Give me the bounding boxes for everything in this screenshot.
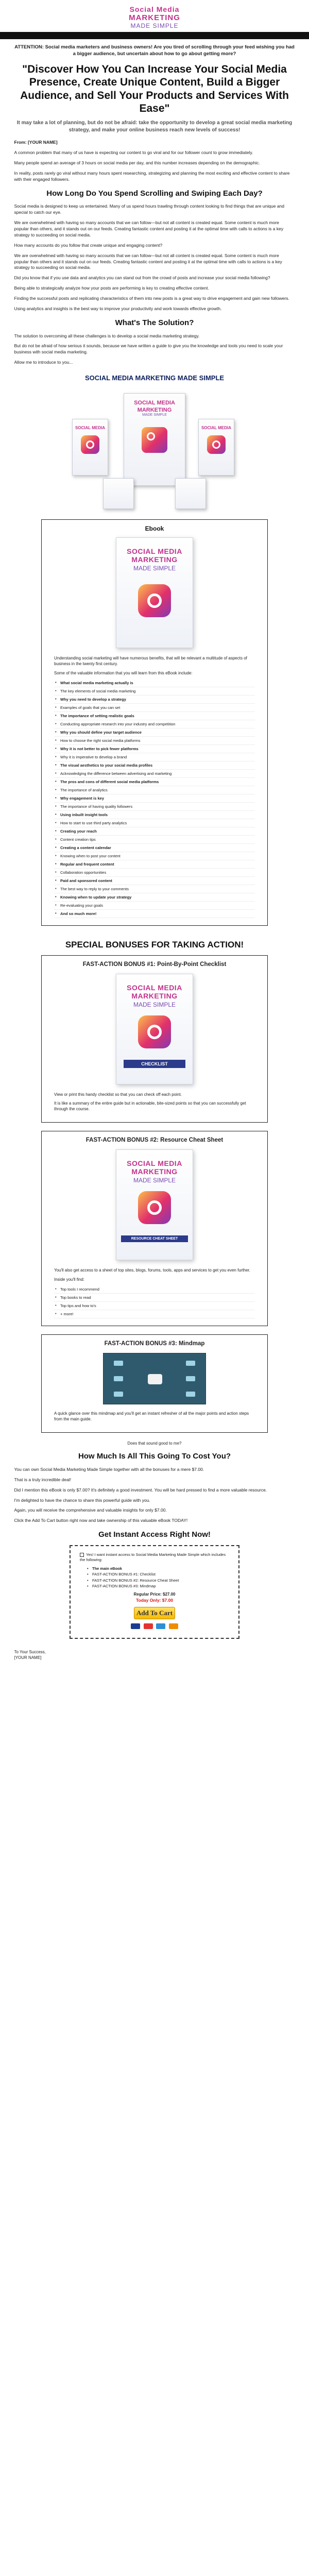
mockup-title: SOCIAL MEDIA — [201, 426, 232, 431]
order-item: • FAST-ACTION BONUS #3: Mindmap — [87, 1583, 229, 1589]
instagram-icon — [138, 1191, 171, 1224]
order-line-text: Yes! I want instant access to Social Media Marketing Made Simple which includes the following: — [80, 1552, 226, 1563]
feature-list-item: • How to choose the right social media platforms — [54, 737, 255, 745]
bonus2-paragraph: Inside you'll find: — [54, 1277, 84, 1282]
cover-line2: MARKETING — [131, 555, 178, 564]
feature-list-item: • And so much more! — [54, 910, 255, 918]
signoff-name: [YOUR NAME] — [14, 1655, 42, 1660]
mindmap-node — [114, 1361, 123, 1366]
main-headline: "Discover How You Can Increase Your Social Media Presence, Create Unique Content, Build a Bigger Audience, and Sell Your Products and Services With Ease" — [20, 63, 289, 115]
mockup-tablet — [103, 478, 134, 509]
mockup-phone — [175, 478, 206, 509]
ebook-paragraph: Some of the valuable information that you will learn from this eBook include: — [54, 670, 193, 675]
cost-paragraph: Click the Add To Cart button right now and take ownership of this valuable eBook TODAY! — [14, 1518, 188, 1523]
feature-list-item: • The pros and cons of different social media platforms — [54, 778, 255, 786]
amex-icon — [156, 1623, 165, 1629]
instagram-icon — [142, 427, 167, 453]
attention-text: ATTENTION: Social media marketers and business owners! Are you tired of scrolling through your feed wishing you had a bigger audience, but uncertain about how to go about getting more? — [14, 44, 295, 57]
ebook-box — [41, 519, 268, 926]
bonus1-cover — [116, 974, 193, 1084]
solution-paragraph: But do not be afraid of how serious it sounds, because we have written a guide to give you the knowledge and tools you need to scale your business with social media marketing. — [14, 343, 283, 355]
mockup-title: SOCIAL MEDIA — [75, 426, 106, 431]
bonus-box-1 — [41, 955, 268, 1123]
feature-list — [54, 679, 255, 918]
feature-list-item: • Why you should define your target audience — [54, 728, 255, 737]
feature-list-item: • The best way to reply to your comments — [54, 885, 255, 893]
today-price: Today Only: $7.00 — [135, 1598, 174, 1603]
bonus2-paragraph: You'll also get access to a sheet of top sites, blogs, forums, tools, apps and services to get you even further. — [54, 1268, 251, 1273]
feature-list-item: • The key elements of social media marketing — [54, 687, 255, 696]
cover-line1: SOCIAL MEDIA — [127, 983, 182, 992]
cost-title: How Much Is All This Going To Cost You? — [78, 1452, 231, 1461]
instagram-icon — [138, 584, 171, 617]
bonus2-list-item: • Top tips and how to's — [54, 1302, 255, 1310]
feature-list-item: • What social media marketing actually is — [54, 679, 255, 687]
mindmap-node — [186, 1361, 195, 1366]
intro-paragraph: A common problem that many of us have is expecting our content to go viral and for our follower count to grow immediately. — [14, 149, 253, 155]
main-content — [14, 44, 295, 1661]
bonus-box-3 — [41, 1334, 268, 1433]
feature-list-item: • Why it is imperative to develop a brand — [54, 753, 255, 761]
solution-paragraph: The solution to overcoming all these challenges is to develop a social media marketing strategy. — [14, 333, 200, 338]
feature-list-item: • The importance of having quality followers — [54, 803, 255, 811]
feature-list-item: • Why engagement is key — [54, 794, 255, 803]
feature-list-item: • Regular and frequent content — [54, 860, 255, 869]
time-paragraph: We are overwhelmed with having so many accounts that we can follow—but not all content is created equal. Some content is much more popular than others, and it stands out on our feeds. Creating fantastic content and posting it at the optimal time with calls to actions is a key strategy to succeeding on social media. — [14, 220, 284, 238]
cover-line1: SOCIAL MEDIA — [127, 547, 182, 556]
order-box — [70, 1545, 239, 1639]
discover-icon — [169, 1623, 178, 1629]
feature-list-item: • Re-evaluating your goals — [54, 902, 255, 910]
intro-paragraph: In reality, posts rarely go viral without many hours spent researching, strategizing and planning the most exciting and effective content to share with their engaged followers. — [14, 170, 290, 182]
bonus1-paragraph: It is like a summary of the entire guide but in actionable, bite-sized points so that you can successfully get through the course. — [54, 1101, 246, 1112]
cover-line2: MARKETING — [131, 991, 178, 1000]
feature-list-item: • The importance of setting realistic goals — [54, 712, 255, 720]
section-title-time: How Long Do You Spend Scrolling and Swiping Each Day? — [46, 189, 263, 198]
time-paragraph: Did you know that if you use data and analytics you can stand out from the crowd of posts and increase your social media following? — [14, 275, 270, 281]
mockup-box-left — [72, 419, 108, 476]
time-paragraph: Finding the successful posts and replicating characteristics of them into new posts is a great way to drive engagement and gain new followers. — [14, 296, 289, 301]
cost-paragraph: Again, you will receive the comprehensive and valuable insights for only $7.00. — [14, 1507, 167, 1513]
feature-list-item: • The importance of analytics — [54, 786, 255, 794]
instagram-icon — [81, 435, 99, 454]
subheadline: It may take a lot of planning, but do not be afraid: take the opportunity to develop a great social media marketing strategy, and make your online business reach new levels of success! — [16, 120, 293, 133]
mindmap-node — [186, 1392, 195, 1397]
cover-line3: MADE SIMPLE — [133, 1001, 176, 1008]
mockup-title: MARKETING — [137, 407, 172, 414]
order-item: • FAST-ACTION BONUS #1: Checklist — [87, 1571, 229, 1577]
bonus2-cover — [116, 1149, 193, 1260]
cover-line3: MADE SIMPLE — [133, 565, 176, 572]
order-item: • FAST-ACTION BONUS #2: Resource Cheat Sheet — [87, 1578, 229, 1583]
feature-list-item: • Paid and sponsored content — [54, 877, 255, 885]
product-bundle-image — [67, 388, 242, 514]
instagram-icon — [138, 1015, 171, 1048]
bonus-box-2 — [41, 1131, 268, 1326]
feature-list-item: • Examples of goals that you can set — [54, 704, 255, 712]
bonuses-title: SPECIAL BONUSES FOR TAKING ACTION! — [65, 939, 244, 950]
feature-list-item: • Acknowledging the difference between advertising and marketing — [54, 770, 255, 778]
bonus2-ribbon: RESOURCE CHEAT SHEET — [121, 1235, 188, 1242]
feature-list-item: • Creating a content calendar — [54, 844, 255, 852]
mockup-subtitle: MADE SIMPLE — [142, 413, 167, 417]
cost-paragraph: Did I mention this eBook is only $7.00? It's definitely a good investment. You will be hard pressed to find a more valuable resource. — [14, 1487, 267, 1493]
order-items — [87, 1566, 229, 1589]
instagram-icon — [207, 435, 226, 454]
bonus1-paragraph: View or print this handy checklist so that you can check off each point. — [54, 1092, 182, 1097]
bonus2-list-item: • Top books to read — [54, 1294, 255, 1302]
bonus2-title: FAST-ACTION BONUS #2: Resource Cheat Sheet — [85, 1137, 224, 1144]
ebook-paragraph: Understanding social marketing will have numerous benefits, that will be relevant a multitude of aspects of business in the twenty first century. — [54, 656, 247, 667]
checkbox-icon[interactable] — [80, 1553, 84, 1557]
cover-line1: SOCIAL MEDIA — [127, 1159, 182, 1168]
payment-cards — [80, 1622, 229, 1632]
bonus1-title: FAST-ACTION BONUS #1: Point-By-Point Checklist — [82, 961, 227, 968]
mindmap-hub — [148, 1374, 162, 1384]
mindmap-image — [103, 1353, 206, 1404]
feature-list-item: • Collaboration opportunities — [54, 869, 255, 877]
header-divider — [0, 32, 309, 39]
feature-list-item: • How to start to use third party analytics — [54, 819, 255, 827]
from-line: From: [YOUR NAME] — [14, 140, 58, 145]
bonus3-title: FAST-ACTION BONUS #3: Mindmap — [104, 1340, 205, 1347]
logo-line1: Social Media — [129, 5, 180, 13]
feature-list-item: • Knowing when to update your strategy — [54, 893, 255, 902]
mockup-box-right — [198, 419, 234, 476]
mockup-main-box — [124, 393, 185, 486]
time-paragraph: Being able to strategically analyze how your posts are performing is key to creating effective content. — [14, 285, 209, 291]
cost-paragraph: You can own Social Media Marketing Made Simple together with all the bonuses for a mere $7.00. — [14, 1466, 204, 1472]
feature-list-item: • The visual aesthetics to your social media profiles — [54, 761, 255, 770]
signoff — [14, 1649, 295, 1660]
time-paragraph: We are overwhelmed with having so many accounts that we can follow—but not all content is created equal. Some content is much more popular than others and it stands out on our feeds. Creating fantastic content and posting it at the optimal time with calls to actions is a key strategy to succeeding on social media. — [14, 252, 282, 270]
bonus2-list-item: • Top tools I recommend — [54, 1285, 255, 1294]
order-title: Get Instant Access Right Now! — [98, 1530, 211, 1539]
product-title: SOCIAL MEDIA MARKETING MADE SIMPLE — [84, 374, 225, 382]
regular-price: Regular Price: $27.00 — [133, 1592, 176, 1597]
cost-paragraph: That is a truly incredible deal! — [14, 1477, 72, 1482]
ebook-title: Ebook — [145, 525, 164, 533]
bonus2-list — [54, 1285, 255, 1318]
order-description — [80, 1552, 229, 1563]
section-title-solution: What's The Solution? — [115, 318, 194, 327]
mindmap-node — [114, 1392, 123, 1397]
signoff-line: To Your Success, — [14, 1650, 46, 1655]
feature-list-item: • Conducting appropriate research into your industry and competition — [54, 720, 255, 728]
site-header — [0, 0, 309, 32]
mindmap-node — [186, 1376, 195, 1381]
feature-list-item: • Content creation tips — [54, 836, 255, 844]
time-paragraph: Using analytics and insights is the best way to improve your productivity and work towards effective growth. — [14, 306, 222, 311]
mockup-title: SOCIAL MEDIA — [134, 400, 175, 406]
logo-line2: MARKETING — [129, 13, 180, 22]
feature-list-item: • Why you need to develop a strategy — [54, 696, 255, 704]
cover-line2: MARKETING — [131, 1167, 178, 1176]
sound-good-text: Does that sound good to me? — [127, 1441, 182, 1446]
visa-icon — [131, 1623, 140, 1629]
bonus2-list-item: • + more! — [54, 1310, 255, 1318]
mastercard-icon — [144, 1623, 153, 1629]
cost-paragraph: I'm delighted to have the chance to share this powerful guide with you. — [14, 1497, 150, 1503]
order-item: • The main eBook — [87, 1566, 229, 1571]
solution-paragraph: Allow me to introduce to you... — [14, 360, 73, 365]
feature-list-item: • Using inbuilt insight tools — [54, 811, 255, 819]
intro-paragraph: Many people spend an average of 3 hours on social media per day, and this number increases depending on the demographic. — [14, 160, 260, 165]
feature-list-item: • Creating your reach — [54, 827, 255, 836]
bonus3-paragraph: A quick glance over this mindmap and you'll get an instant refresher of all the major points and action steps from the main guide. — [54, 1411, 249, 1421]
mindmap-node — [114, 1376, 123, 1381]
add-to-cart-button[interactable]: Add To Cart — [134, 1607, 175, 1619]
feature-list-item: • Why it is not better to pick fewer platforms — [54, 745, 255, 753]
time-paragraph: Social media is designed to keep us entertained. Many of us spend hours trawling through content looking to find things that are unique and special to catch our eye. — [14, 204, 285, 215]
bonus1-ribbon: CHECKLIST — [124, 1060, 185, 1068]
ebook-cover — [116, 537, 193, 648]
logo-line3: MADE SIMPLE — [130, 22, 179, 29]
feature-list-item: • Knowing when to post your content — [54, 852, 255, 860]
cover-line3: MADE SIMPLE — [133, 1177, 176, 1184]
time-paragraph: How many accounts do you follow that create unique and engaging content? — [14, 242, 163, 248]
